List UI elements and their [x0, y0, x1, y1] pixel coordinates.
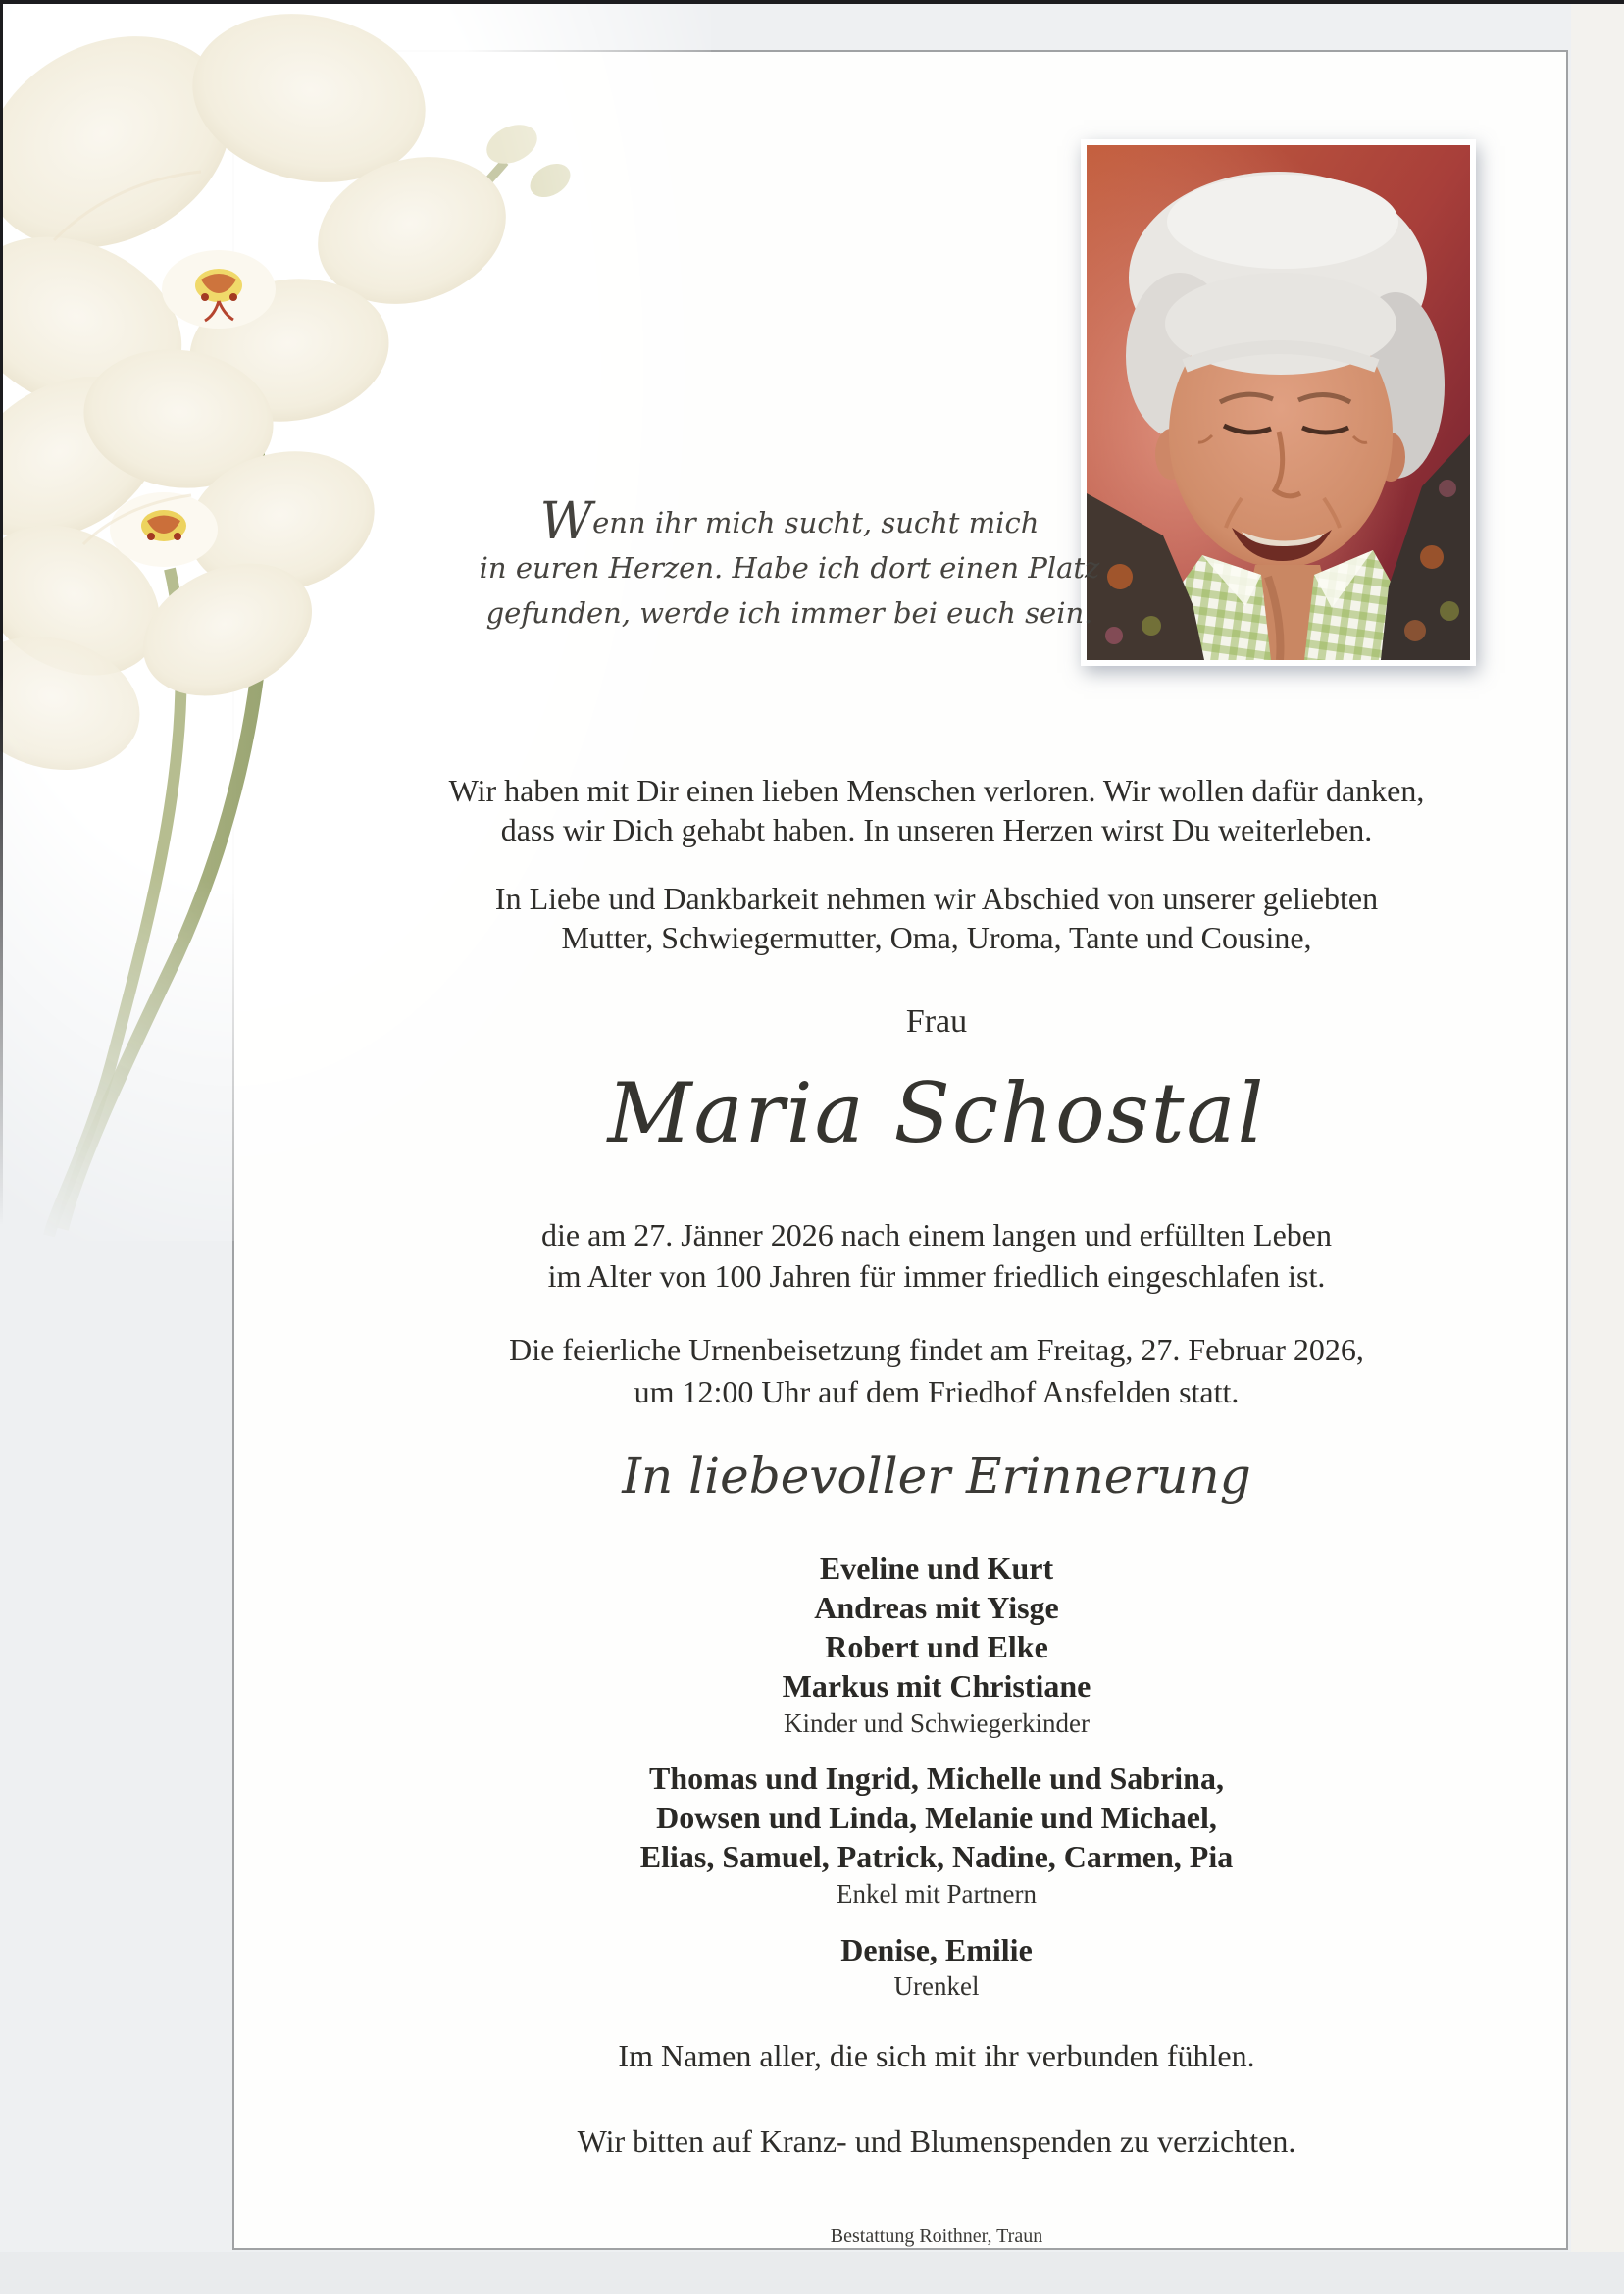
closing-line-1: Im Namen aller, die sich mit ihr verbunden fühlen.: [618, 2038, 1255, 2073]
quote-line-2: in euren Herzen. Habe ich dort einen Platz: [479, 551, 1100, 585]
quote-lead-letter: W: [539, 492, 593, 551]
intro-line-2: dass wir Dich gehabt haben. In unseren Herzen wirst Du weiterleben.: [500, 812, 1373, 847]
children-line: Eveline und Kurt: [819, 1551, 1054, 1586]
children-line: Markus mit Christiane: [782, 1668, 1091, 1704]
funeral-paragraph: [255, 1329, 1618, 1413]
farewell-line-1: In Liebe und Dankbarkeit nehmen wir Abschied von unserer geliebten: [494, 881, 1379, 916]
great-grandchildren-line: Denise, Emilie: [840, 1932, 1033, 1967]
passing-line-2: im Alter von 100 Jahren für immer friedlich eingeschlafen ist.: [547, 1258, 1326, 1294]
farewell-paragraph: [255, 879, 1618, 957]
farewell-line-2: Mutter, Schwiegermutter, Oma, Uroma, Tante und Cousine,: [561, 920, 1312, 955]
grandchildren-line: Elias, Samuel, Patrick, Nadine, Carmen, Pia: [639, 1839, 1234, 1874]
great-grandchildren-caption: Urenkel: [893, 1971, 980, 2001]
great-grandchildren-list: [255, 1931, 1618, 2004]
scan-bottom-margin: [0, 2252, 1624, 2294]
passing-line-1: die am 27. Jänner 2026 nach einem langen und erfüllten Leben: [541, 1217, 1332, 1252]
grandchildren-line: Dowsen und Linda, Melanie und Michael,: [656, 1800, 1217, 1835]
funeral-line-2: um 12:00 Uhr auf dem Friedhof Ansfelden statt.: [634, 1374, 1240, 1409]
quote-line-1: Wenn ihr mich sucht, sucht mich: [539, 492, 1040, 551]
intro-paragraph: [255, 771, 1618, 849]
quote-line-3: gefunden, werde ich immer bei euch sein.: [485, 596, 1093, 630]
funeral-home-footer: Bestattung Roithner, Traun: [830, 2225, 1043, 2247]
closing-line-2: Wir bitten auf Kranz- und Blumenspenden zu verzichten.: [577, 2123, 1296, 2159]
children-list: [255, 1549, 1618, 1741]
deceased-name: Maria Schostal: [607, 1065, 1266, 1161]
children-line: Andreas mit Yisge: [814, 1590, 1059, 1625]
scan-edge-left: [0, 0, 3, 1226]
scan-edge-top: [0, 0, 1624, 4]
grandchildren-line: Thomas und Ingrid, Michelle und Sabrina,: [649, 1760, 1224, 1796]
quote: [412, 492, 1167, 636]
intro-line-1: Wir haben mit Dir einen lieben Menschen verloren. Wir wollen dafür danken,: [448, 773, 1425, 808]
grandchildren-list: [255, 1759, 1618, 1912]
children-caption: Kinder und Schwiegerkinder: [784, 1708, 1090, 1738]
passing-paragraph: [255, 1214, 1618, 1297]
salutation: Frau: [905, 1003, 968, 1040]
memory-heading: In liebevoller Erinnerung: [622, 1448, 1251, 1504]
children-line: Robert und Elke: [825, 1629, 1048, 1664]
grandchildren-caption: Enkel mit Partnern: [837, 1879, 1037, 1909]
funeral-line-1: Die feierliche Urnenbeisetzung findet am Freitag, 27. Februar 2026,: [509, 1332, 1364, 1367]
